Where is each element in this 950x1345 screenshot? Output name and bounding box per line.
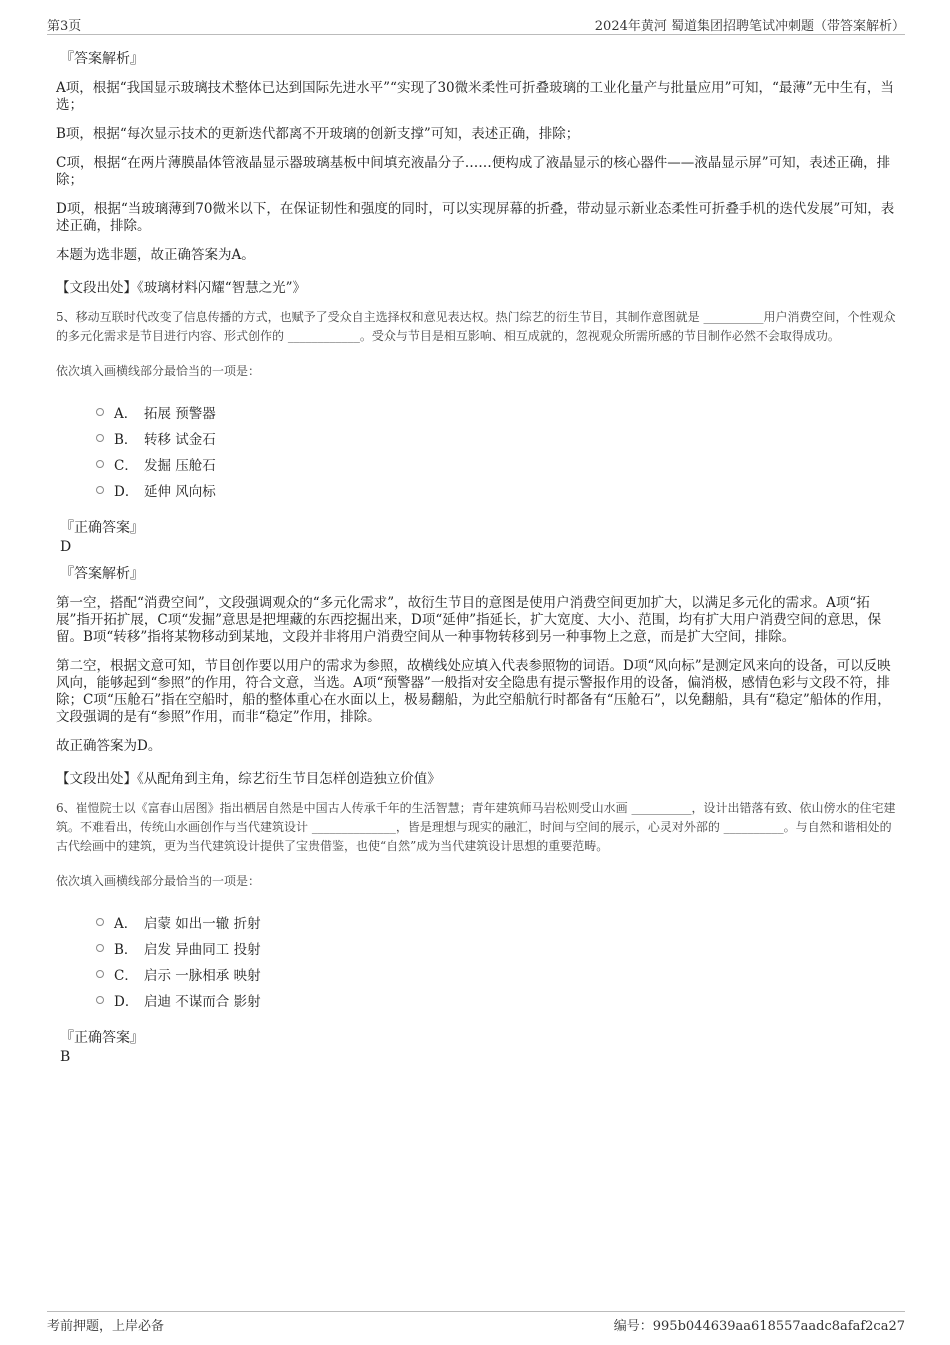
analysis-paragraph: 第二空，根据文意可知，节目创作要以用户的需求为参照，故横线处应填入代表参照物的词语。D项“风向标”是测定风来向的设备，可以反映风向，能够起到“参照”的作用，符合文意，当选。A项“预警器”一般指对安全隐患有提示警报作用的设备，偏消极，感情色彩与文段不符，排除；C项“压舱石”指在空船时，船的整体重心在水面以上，极易翻船，为此空船航行时都备有“压舱石”，以免翻船，具有“稳定”船体的作用，文段强调的是有“参照”作用，而非“稳定”作用，排除。 — [56, 658, 891, 725]
option-letter: D． — [114, 994, 139, 1010]
option-text: 拓展 预警器 — [144, 406, 216, 422]
analysis-conclusion: 故正确答案为D。 — [56, 738, 162, 754]
document-title: 2024年黄河 蜀道集团招聘笔试冲刺题（带答案解析） — [594, 19, 905, 34]
option-text: 延伸 风向标 — [144, 484, 216, 500]
document-id: 编号：995b044639aa618557aadc8afaf2ca27 — [613, 1319, 905, 1334]
question-5-prompt: 依次填入画横线部分最恰当的一项是： — [56, 364, 261, 378]
radio-button-icon[interactable] — [96, 408, 104, 416]
option-text: 启示 一脉相承 映射 — [144, 968, 261, 984]
page-header — [47, 12, 905, 35]
option-d[interactable] — [96, 987, 896, 1013]
radio-button-icon[interactable] — [96, 486, 104, 494]
radio-button-icon[interactable] — [96, 996, 104, 1004]
page-footer — [47, 1311, 905, 1334]
option-a[interactable] — [96, 909, 896, 935]
text-source: 【文段出处】《玻璃材料闪耀“智慧之光”》 — [56, 280, 307, 296]
option-b[interactable] — [96, 425, 896, 451]
option-letter: B． — [114, 432, 138, 448]
option-letter: C． — [114, 458, 138, 474]
correct-answer: B — [60, 1049, 71, 1065]
analysis-paragraph: D项，根据“当玻璃薄到70微米以下，在保证韧性和强度的同时，可以实现屏幕的折叠，带动显示新业态柔性可折叠手机的迭代发展”可知，表述正确，排除。 — [56, 201, 895, 234]
option-letter: A． — [114, 406, 138, 422]
option-text: 启发 异曲同工 投射 — [144, 942, 261, 958]
analysis-paragraph: 第一空，搭配“消费空间”，文段强调观众的“多元化需求”，故衍生节目的意图是使用户消费空间更加扩大，以满足多元化的需求。A项“拓展”指开拓扩展，C项“发掘”意思是把埋藏的东西挖掘出来，D项“延伸”指延长，扩大宽度、大小、范围，均有扩大用户消费空间的意思，保留。B项“转移”指将某物移动到某地，文段并非将用户消费空间从一种事物转移到另一种事物上之意，而是扩大空间，排除。 — [56, 595, 882, 645]
footer-slogan: 考前押题，上岸必备 — [47, 1319, 165, 1334]
analysis-paragraph: B项，根据“每次显示技术的更新迭代都离不开玻璃的创新支撑”可知，表述正确，排除； — [56, 126, 580, 142]
radio-button-icon[interactable] — [96, 460, 104, 468]
option-a[interactable] — [96, 399, 896, 425]
option-text: 发掘 压舱石 — [144, 458, 216, 474]
option-text: 启迪 不谋而合 影射 — [144, 994, 261, 1010]
radio-button-icon[interactable] — [96, 970, 104, 978]
analysis-paragraph: A项，根据“我国显示玻璃技术整体已达到国际先进水平”“实现了30微米柔性可折叠玻璃的工业化量产与批量应用”可知，“最薄”无中生有，当选； — [56, 80, 894, 113]
analysis-label: 『答案解析』 — [60, 566, 144, 582]
radio-button-icon[interactable] — [96, 944, 104, 952]
radio-button-icon[interactable] — [96, 918, 104, 926]
question-5-text: 5、移动互联时代改变了信息传播的方式，也赋予了受众自主选择权和意见表达权。热门综艺的衍生节目，其制作意图就是 __________用户消费空间，个性观众的多元化需求是节目进行内容、形式创作的 ____________。受众与节目是相互影响、相互成就的，忽视观众所需所感的节目制作必然不会取得成功。 — [56, 310, 896, 343]
option-b[interactable] — [96, 935, 896, 961]
radio-button-icon[interactable] — [96, 434, 104, 442]
question-6-options — [96, 909, 896, 1013]
option-text: 启蒙 如出一辙 折射 — [144, 916, 261, 932]
correct-answer-label: 『正确答案』 — [60, 520, 144, 536]
analysis-paragraph: C项，根据“在两片薄膜晶体管液晶显示器玻璃基板中间填充液晶分子……便构成了液晶显示的核心器件——液晶显示屏”可知，表述正确，排除； — [56, 155, 891, 188]
question-6-text: 6、崔愷院士以《富春山居图》指出栖居自然是中国古人传承千年的生活智慧；青年建筑师马岩松则受山水画 __________，设计出错落有致、依山傍水的住宅建筑。不难看出，传统山水画创作与当代建筑设计 ______________，皆是理想与现实的融汇，时间与空间的展示，心灵对外部的 __________。与自然和谐相处的古代绘画中的建筑，更为当代建筑设计提供了宝贵借鉴，也使“自然”成为当代建筑设计思想的重要范畴。 — [56, 801, 896, 853]
option-letter: B． — [114, 942, 138, 958]
analysis-conclusion: 本题为选非题，故正确答案为A。 — [56, 247, 255, 263]
option-d[interactable] — [96, 477, 896, 503]
correct-answer: D — [60, 539, 72, 555]
page-number: 第3页 — [47, 19, 82, 34]
correct-answer-label: 『正确答案』 — [60, 1030, 144, 1046]
question-5-options — [96, 399, 896, 503]
option-letter: A． — [114, 916, 138, 932]
question-6-prompt: 依次填入画横线部分最恰当的一项是： — [56, 874, 261, 888]
analysis-label: 『答案解析』 — [60, 51, 144, 67]
option-text: 转移 试金石 — [144, 432, 216, 448]
option-c[interactable] — [96, 961, 896, 987]
option-c[interactable] — [96, 451, 896, 477]
option-letter: D． — [114, 484, 139, 500]
option-letter: C． — [114, 968, 138, 984]
document-content — [56, 42, 896, 1073]
text-source: 【文段出处】《从配角到主角，综艺衍生节目怎样创造独立价值》 — [56, 771, 441, 787]
